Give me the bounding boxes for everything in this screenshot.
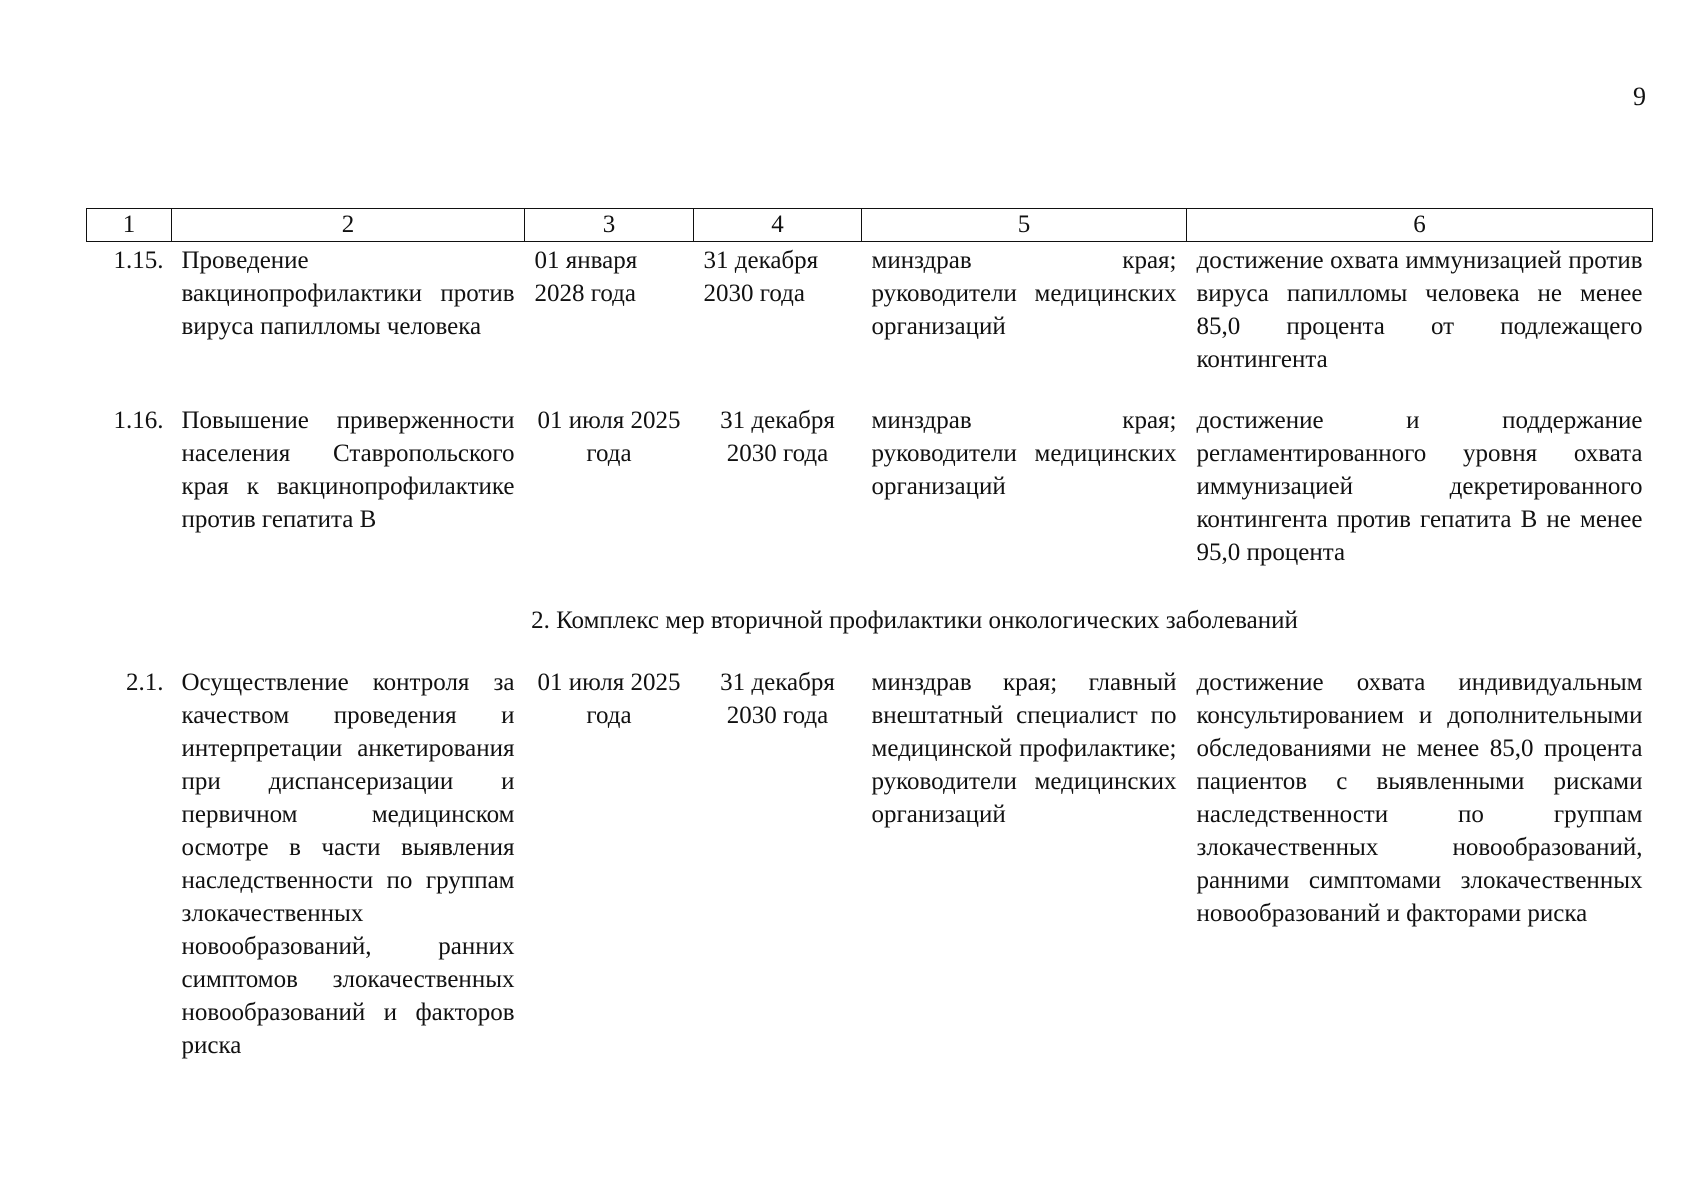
start-date-cell: 01 июля 2025 года <box>537 407 681 467</box>
row-number: 1.16. <box>113 407 164 434</box>
column-header-2: 2 <box>172 209 525 242</box>
section-title: 2. Комплекс мер вторичной профилактики онкологических заболеваний <box>531 607 1298 634</box>
table-row <box>87 242 1653 403</box>
responsible-cell: минздрав края; главный внештатный специалист по медицинской профилактике; руководители медицинских организаций <box>871 669 1177 828</box>
measure-cell: Проведение вакцинопрофилактики против вируса папилломы человека <box>181 247 515 340</box>
responsible-cell: минздрав края; руководители медицинских организаций <box>871 407 1177 500</box>
measure-cell: Повышение приверженности населения Ставропольского края к вакцинопрофилактике против гепатита В <box>181 407 515 533</box>
responsible-cell: минздрав края; руководители медицинских организаций <box>871 247 1177 340</box>
page-number: 9 <box>1633 82 1646 111</box>
table-row <box>87 402 1653 604</box>
start-date-cell: 01 июля 2025 года <box>537 669 681 729</box>
measure-cell: Осуществление контроля за качеством проведения и интерпретации анкетирования при диспансеризации и первичном медицинском осмотре в части выявления наследственности по группам злокачественных новообразований, ранних симптомов злокачественных новообразований и факторов риска <box>181 669 515 1059</box>
end-date-cell: 31 декабря 2030 года <box>720 407 835 467</box>
column-header-6: 6 <box>1187 209 1653 242</box>
table-row <box>87 664 1653 1062</box>
row-number: 2.1. <box>126 669 164 696</box>
result-cell: достижение охвата иммунизацией против вируса папилломы человека не менее 85,0 процента от подлежащего контингента <box>1196 247 1643 373</box>
measures-table <box>86 208 1653 1062</box>
end-date-cell: 31 декабря 2030 года <box>720 669 835 729</box>
result-cell: достижение охвата индивидуальным консультированием и дополнительными обследованиями не менее 85,0 процента пациентов с выявленными рисками наследственности по группам злокачественных новообразований, ранними симптомами злокачественных новообразований и факторами риска <box>1196 669 1643 927</box>
column-header-4: 4 <box>694 209 862 242</box>
column-header-3: 3 <box>525 209 694 242</box>
row-number: 1.15. <box>113 247 164 274</box>
result-cell: достижение и поддержание регламентированного уровня охвата иммунизацией декретированного контингента против гепатита В не менее 95,0 процента <box>1196 407 1643 566</box>
column-header-5: 5 <box>862 209 1187 242</box>
section-heading-row <box>87 604 1653 664</box>
column-header-1: 1 <box>87 209 172 242</box>
end-date-cell: 31 декабря 2030 года <box>703 247 819 307</box>
start-date-cell: 01 января 2028 года <box>534 247 638 307</box>
table-header-row <box>87 209 1653 242</box>
